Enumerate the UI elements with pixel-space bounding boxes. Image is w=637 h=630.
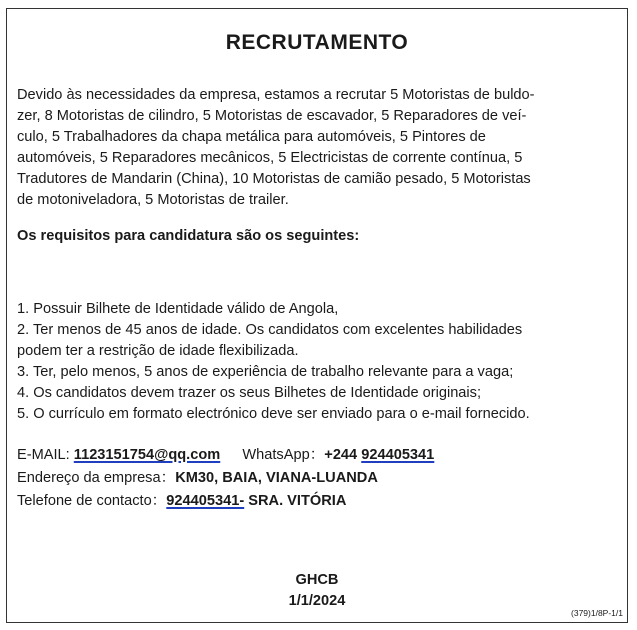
requirement-item: 3. Ter, pelo menos, 5 anos de experiência de trabalho relevante para a vaga; <box>17 364 514 380</box>
requirement-item: 5. O currículo em formato electrónico deve ser enviado para o e-mail fornecido. <box>17 406 530 422</box>
address-line <box>17 467 434 490</box>
requirement-item: 2. Ter menos de 45 anos de idade. Os candidatos com excelentes habilidades <box>17 322 523 338</box>
reference-code: (379)1/8P-1/1 <box>571 608 623 618</box>
contact-block <box>17 444 434 513</box>
whatsapp-link[interactable]: 924405341 <box>361 447 435 463</box>
requirements-heading: Os requisitos para candidatura são os seguintes: <box>17 228 360 244</box>
intro-line: de motoniveladora, 5 Motoristas de trailer. <box>17 192 289 208</box>
phone-line <box>17 490 434 513</box>
intro-paragraph <box>17 85 619 211</box>
requirement-item: 4. Os candidatos devem trazer os seus Bilhetes de Identidade originais; <box>17 385 482 401</box>
signature-block <box>7 570 627 612</box>
requirement-item: 1. Possuir Bilhete de Identidade válido de Angola, <box>17 301 339 317</box>
phone-label: Telefone de contacto： <box>17 493 167 509</box>
intro-line: Devido às necessidades da empresa, estamos a recrutar 5 Motoristas de buldo- <box>17 87 535 103</box>
announcement-date: 1/1/2024 <box>288 593 346 609</box>
email-link[interactable]: 1123151754@qq.com <box>73 447 221 463</box>
intro-line: Tradutores de Mandarin (China), 10 Motoristas de camião pesado, 5 Motoristas <box>17 171 531 187</box>
email-whatsapp-line <box>17 444 434 467</box>
address-value: KM30, BAIA, VIANA-LUANDA <box>175 470 378 486</box>
phone-link[interactable]: 924405341- <box>166 493 245 509</box>
whatsapp-label: WhatsApp： <box>242 447 325 463</box>
address-label: Endereço da empresa： <box>17 470 176 486</box>
requirements-list <box>17 299 619 425</box>
announcement-title: RECRUTAMENTO <box>225 31 409 54</box>
whatsapp-prefix: +244 <box>324 447 362 463</box>
company-name: GHCB <box>295 572 339 588</box>
email-label: E-MAIL: <box>17 447 74 463</box>
intro-line: culo, 5 Trabalhadores da chapa metálica para automóveis, 5 Pintores de <box>17 129 486 145</box>
intro-line: automóveis, 5 Reparadores mecânicos, 5 Electricistas de corrente contínua, 5 <box>17 150 523 166</box>
requirement-item: podem ter a restrição de idade flexibilizada. <box>17 343 299 359</box>
announcement-frame <box>6 8 628 623</box>
contact-person: SRA. VITÓRIA <box>244 493 347 509</box>
intro-line: zer, 8 Motoristas de cilindro, 5 Motoristas de escavador, 5 Reparadores de veí- <box>17 108 527 124</box>
